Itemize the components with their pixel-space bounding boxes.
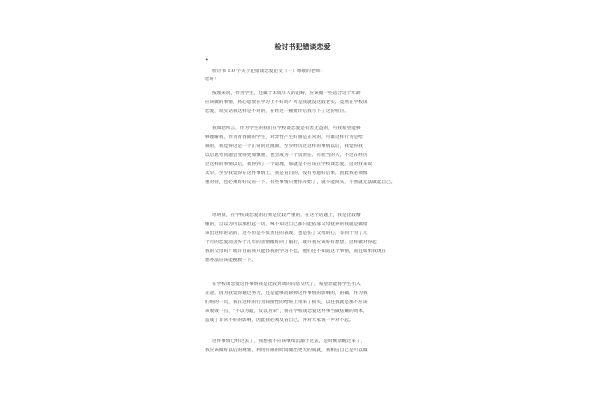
text-line: 太早，至少我觉得在这件事情上，我是盲目的，没有考虑好后果，因此我必须慎	[205, 171, 368, 176]
text-line: 频的，我觉得这是一个正常的过渡期，至少经历过这样的事情以后，我觉得我	[205, 144, 363, 149]
text-line: 够理解我，作为青春期的学生，对异性产生好感是正常的，可谁这样行为是给	[205, 135, 363, 140]
text-line: 您好！	[205, 77, 219, 82]
document-page	[190, 0, 415, 400]
text-line: 这件事情已经过去了，我想我不应该继续沉溺于过去，是时候清醒过来了，	[212, 339, 366, 344]
text-line: 检讨书 1.0 字关于犯错谈恋爱范文（一）尊敬的老师：	[212, 69, 325, 74]
text-line: 我如您所言，作为学生的我们在学校谈恋爱是有害无益的，可我希望能够	[212, 126, 361, 131]
text-line: 正途，因为我觉得通过努力，还是能够消除掉这件事情的影响的，的确，作为我	[205, 291, 368, 296]
text-line: 个月的恋爱而舍弃十几年的亲情搬好回了脑后，或许我应该好好想想，这样做对得起	[205, 240, 377, 245]
text-line: 该出这样的话的，这不但是不负责任的表现，也是伤了父母的心，等同于为了几	[205, 231, 368, 236]
document-title: 检讨书犯错谈恋爱	[274, 42, 331, 51]
text-line: 应该做的事情，将心思放在学习上不好吗？可是我就没这般老实，竟然在学校谈	[205, 100, 368, 105]
text-line: 坦明显，在学校谈恋爱的后果是比较严重的，在这个话题上，我是比较懵	[212, 213, 361, 218]
text-line: 造成了非常不好的影响，因此我必须反省自己，并对大家说一声对不起。	[205, 318, 354, 323]
text-line: 以后思考问题会变得更加慎重，也会成为一个负责任、有担当的人，不过在经历	[205, 153, 368, 158]
text-line: 想办法应该能挽救一下。	[205, 258, 257, 263]
text-line: 在学校谈恋爱这件事情我是比较封闭的向您交代了，希望您能将学生引入	[212, 282, 361, 287]
text-line: 们班的一员，我在这样的行为间接性的给班上带来了损失，以往我就是那不应该	[205, 300, 368, 305]
text-line: 我应该做好以后的规划，利用有限的时间做出更大的成就，我相信自己是可以做	[205, 348, 368, 353]
text-line: 重对待，也必须好好反省一下，有些事情只要你开始了，就不能回头，不然就无法做起自己。	[205, 180, 396, 185]
text-line: 按理来说，作为学生，还属于未成年人的范畴，应该做一些适合这个年龄	[212, 91, 361, 96]
text-line: 过这样的事情以后，我得到了一个道理，那就是不应该在学校谈恋爱，这对我来说	[205, 162, 373, 167]
text-line: 该收敛一点，“不以为耻，反以为荣”，将在学校谈恋爱这件事当做炫耀的资本，	[205, 309, 368, 314]
bullet-mark: •	[205, 57, 209, 64]
text-line: 懂的，自以为可以承担起一切，殊不知这自己都只能依靠父母抚养的我就是做错	[205, 222, 368, 227]
text-line: 恋爱，说实话我这样是不对的，在经过一顿批评后我写下了这份检讨。	[205, 109, 349, 114]
text-line: 我的父母吗？或许目前我只能怪我的学习不佳，他们还不知道这个事情，而且如果我现在	[205, 249, 387, 254]
